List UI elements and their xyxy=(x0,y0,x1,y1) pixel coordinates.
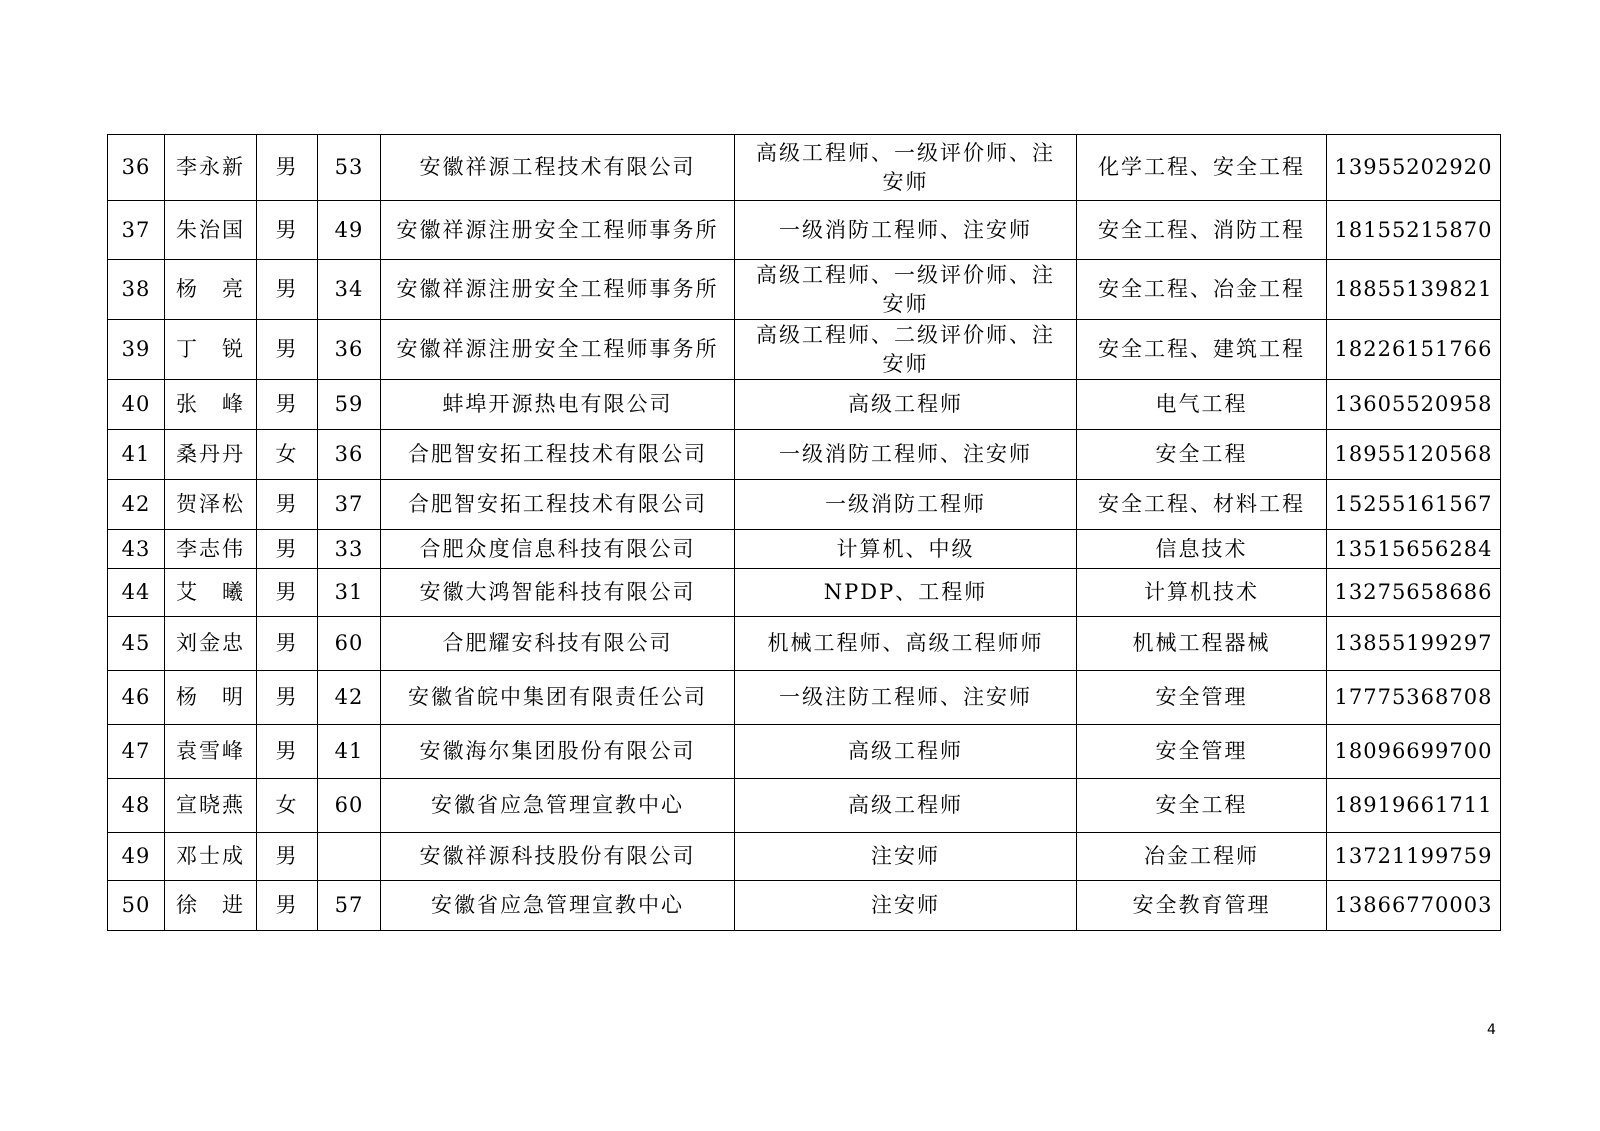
specialty-cell: 安全工程 xyxy=(1077,430,1327,480)
row-number-cell: 45 xyxy=(108,617,165,671)
company-cell: 安徽省皖中集团有限责任公司 xyxy=(381,671,735,725)
person-name-cell: 丁 锐 xyxy=(165,320,257,380)
specialty-cell: 安全工程、建筑工程 xyxy=(1077,320,1327,380)
phone-number-cell: 13515656284 xyxy=(1327,530,1501,569)
table-row xyxy=(108,671,1501,725)
person-name-cell: 袁雪峰 xyxy=(165,725,257,779)
company-cell: 安徽祥源注册安全工程师事务所 xyxy=(381,260,735,320)
qualification-cell: 高级工程师 xyxy=(735,725,1077,779)
table-row xyxy=(108,430,1501,480)
specialty-cell: 电气工程 xyxy=(1077,380,1327,430)
person-name-cell: 徐 进 xyxy=(165,881,257,931)
table-row xyxy=(108,833,1501,881)
company-cell: 安徽祥源注册安全工程师事务所 xyxy=(381,320,735,380)
table-row xyxy=(108,530,1501,569)
specialty-cell: 安全管理 xyxy=(1077,725,1327,779)
table-row xyxy=(108,779,1501,833)
table-row xyxy=(108,480,1501,530)
specialty-cell: 安全管理 xyxy=(1077,671,1327,725)
person-name-cell: 李永新 xyxy=(165,135,257,201)
expert-table xyxy=(107,134,1501,931)
age-cell: 37 xyxy=(318,480,381,530)
company-cell: 安徽大鸿智能科技有限公司 xyxy=(381,569,735,617)
table-row xyxy=(108,380,1501,430)
row-number-cell: 39 xyxy=(108,320,165,380)
qualification-cell: 高级工程师 xyxy=(735,779,1077,833)
qualification-cell: 注安师 xyxy=(735,881,1077,931)
table-row xyxy=(108,201,1501,260)
age-cell: 36 xyxy=(318,430,381,480)
gender-cell: 男 xyxy=(257,320,318,380)
specialty-cell: 安全教育管理 xyxy=(1077,881,1327,931)
specialty-cell: 信息技术 xyxy=(1077,530,1327,569)
company-cell: 安徽祥源科技股份有限公司 xyxy=(381,833,735,881)
qualification-cell: 机械工程师、高级工程师师 xyxy=(735,617,1077,671)
specialty-cell: 化学工程、安全工程 xyxy=(1077,135,1327,201)
gender-cell: 男 xyxy=(257,833,318,881)
age-cell: 57 xyxy=(318,881,381,931)
qualification-cell: 注安师 xyxy=(735,833,1077,881)
qualification-cell: 一级注防工程师、注安师 xyxy=(735,671,1077,725)
qualification-cell: 一级消防工程师、注安师 xyxy=(735,201,1077,260)
age-cell: 60 xyxy=(318,617,381,671)
gender-cell: 男 xyxy=(257,135,318,201)
phone-number-cell: 18155215870 xyxy=(1327,201,1501,260)
gender-cell: 女 xyxy=(257,430,318,480)
qualification-cell: 高级工程师、一级评价师、注安师 xyxy=(735,135,1077,201)
specialty-cell: 计算机技术 xyxy=(1077,569,1327,617)
row-number-cell: 36 xyxy=(108,135,165,201)
phone-number-cell: 18855139821 xyxy=(1327,260,1501,320)
row-number-cell: 38 xyxy=(108,260,165,320)
phone-number-cell: 13855199297 xyxy=(1327,617,1501,671)
qualification-cell: 高级工程师、一级评价师、注安师 xyxy=(735,260,1077,320)
company-cell: 安徽海尔集团股份有限公司 xyxy=(381,725,735,779)
person-name-cell: 朱治国 xyxy=(165,201,257,260)
row-number-cell: 37 xyxy=(108,201,165,260)
phone-number-cell: 18919661711 xyxy=(1327,779,1501,833)
row-number-cell: 50 xyxy=(108,881,165,931)
row-number-cell: 49 xyxy=(108,833,165,881)
company-cell: 合肥耀安科技有限公司 xyxy=(381,617,735,671)
gender-cell: 男 xyxy=(257,530,318,569)
table-row xyxy=(108,725,1501,779)
company-cell: 合肥众度信息科技有限公司 xyxy=(381,530,735,569)
age-cell: 41 xyxy=(318,725,381,779)
gender-cell: 男 xyxy=(257,201,318,260)
gender-cell: 男 xyxy=(257,569,318,617)
person-name-cell: 艾 曦 xyxy=(165,569,257,617)
company-cell: 安徽祥源注册安全工程师事务所 xyxy=(381,201,735,260)
qualification-cell: 一级消防工程师 xyxy=(735,480,1077,530)
age-cell: 60 xyxy=(318,779,381,833)
table-row xyxy=(108,569,1501,617)
row-number-cell: 43 xyxy=(108,530,165,569)
page-number: 4 xyxy=(1487,1022,1496,1038)
age-cell: 36 xyxy=(318,320,381,380)
specialty-cell: 冶金工程师 xyxy=(1077,833,1327,881)
age-cell: 33 xyxy=(318,530,381,569)
age-cell: 49 xyxy=(318,201,381,260)
company-cell: 安徽省应急管理宣教中心 xyxy=(381,779,735,833)
phone-number-cell: 13605520958 xyxy=(1327,380,1501,430)
row-number-cell: 44 xyxy=(108,569,165,617)
phone-number-cell: 17775368708 xyxy=(1327,671,1501,725)
phone-number-cell: 18955120568 xyxy=(1327,430,1501,480)
table-row xyxy=(108,260,1501,320)
row-number-cell: 48 xyxy=(108,779,165,833)
row-number-cell: 41 xyxy=(108,430,165,480)
gender-cell: 女 xyxy=(257,779,318,833)
qualification-cell: 高级工程师 xyxy=(735,380,1077,430)
qualification-cell: 计算机、中级 xyxy=(735,530,1077,569)
specialty-cell: 安全工程、冶金工程 xyxy=(1077,260,1327,320)
person-name-cell: 桑丹丹 xyxy=(165,430,257,480)
company-cell: 合肥智安拓工程技术有限公司 xyxy=(381,430,735,480)
qualification-cell: 一级消防工程师、注安师 xyxy=(735,430,1077,480)
gender-cell: 男 xyxy=(257,617,318,671)
phone-number-cell: 18096699700 xyxy=(1327,725,1501,779)
person-name-cell: 刘金忠 xyxy=(165,617,257,671)
age-cell: 53 xyxy=(318,135,381,201)
age-cell: 42 xyxy=(318,671,381,725)
table-row xyxy=(108,617,1501,671)
row-number-cell: 47 xyxy=(108,725,165,779)
specialty-cell: 机械工程器械 xyxy=(1077,617,1327,671)
age-cell xyxy=(318,833,381,881)
specialty-cell: 安全工程 xyxy=(1077,779,1327,833)
specialty-cell: 安全工程、材料工程 xyxy=(1077,480,1327,530)
person-name-cell: 张 峰 xyxy=(165,380,257,430)
qualification-cell: 高级工程师、二级评价师、注安师 xyxy=(735,320,1077,380)
specialty-cell: 安全工程、消防工程 xyxy=(1077,201,1327,260)
gender-cell: 男 xyxy=(257,881,318,931)
age-cell: 59 xyxy=(318,380,381,430)
phone-number-cell: 13866770003 xyxy=(1327,881,1501,931)
gender-cell: 男 xyxy=(257,480,318,530)
company-cell: 安徽祥源工程技术有限公司 xyxy=(381,135,735,201)
person-name-cell: 李志伟 xyxy=(165,530,257,569)
gender-cell: 男 xyxy=(257,380,318,430)
gender-cell: 男 xyxy=(257,260,318,320)
row-number-cell: 40 xyxy=(108,380,165,430)
company-cell: 蚌埠开源热电有限公司 xyxy=(381,380,735,430)
person-name-cell: 邓士成 xyxy=(165,833,257,881)
table-row xyxy=(108,320,1501,380)
gender-cell: 男 xyxy=(257,725,318,779)
phone-number-cell: 13955202920 xyxy=(1327,135,1501,201)
company-cell: 安徽省应急管理宣教中心 xyxy=(381,881,735,931)
person-name-cell: 贺泽松 xyxy=(165,480,257,530)
phone-number-cell: 13721199759 xyxy=(1327,833,1501,881)
expert-table-body xyxy=(108,135,1501,931)
phone-number-cell: 13275658686 xyxy=(1327,569,1501,617)
phone-number-cell: 15255161567 xyxy=(1327,480,1501,530)
row-number-cell: 46 xyxy=(108,671,165,725)
qualification-cell: NPDP、工程师 xyxy=(735,569,1077,617)
gender-cell: 男 xyxy=(257,671,318,725)
age-cell: 31 xyxy=(318,569,381,617)
phone-number-cell: 18226151766 xyxy=(1327,320,1501,380)
company-cell: 合肥智安拓工程技术有限公司 xyxy=(381,480,735,530)
table-row xyxy=(108,135,1501,201)
person-name-cell: 宣晓燕 xyxy=(165,779,257,833)
person-name-cell: 杨 明 xyxy=(165,671,257,725)
table-row xyxy=(108,881,1501,931)
row-number-cell: 42 xyxy=(108,480,165,530)
person-name-cell: 杨 亮 xyxy=(165,260,257,320)
age-cell: 34 xyxy=(318,260,381,320)
